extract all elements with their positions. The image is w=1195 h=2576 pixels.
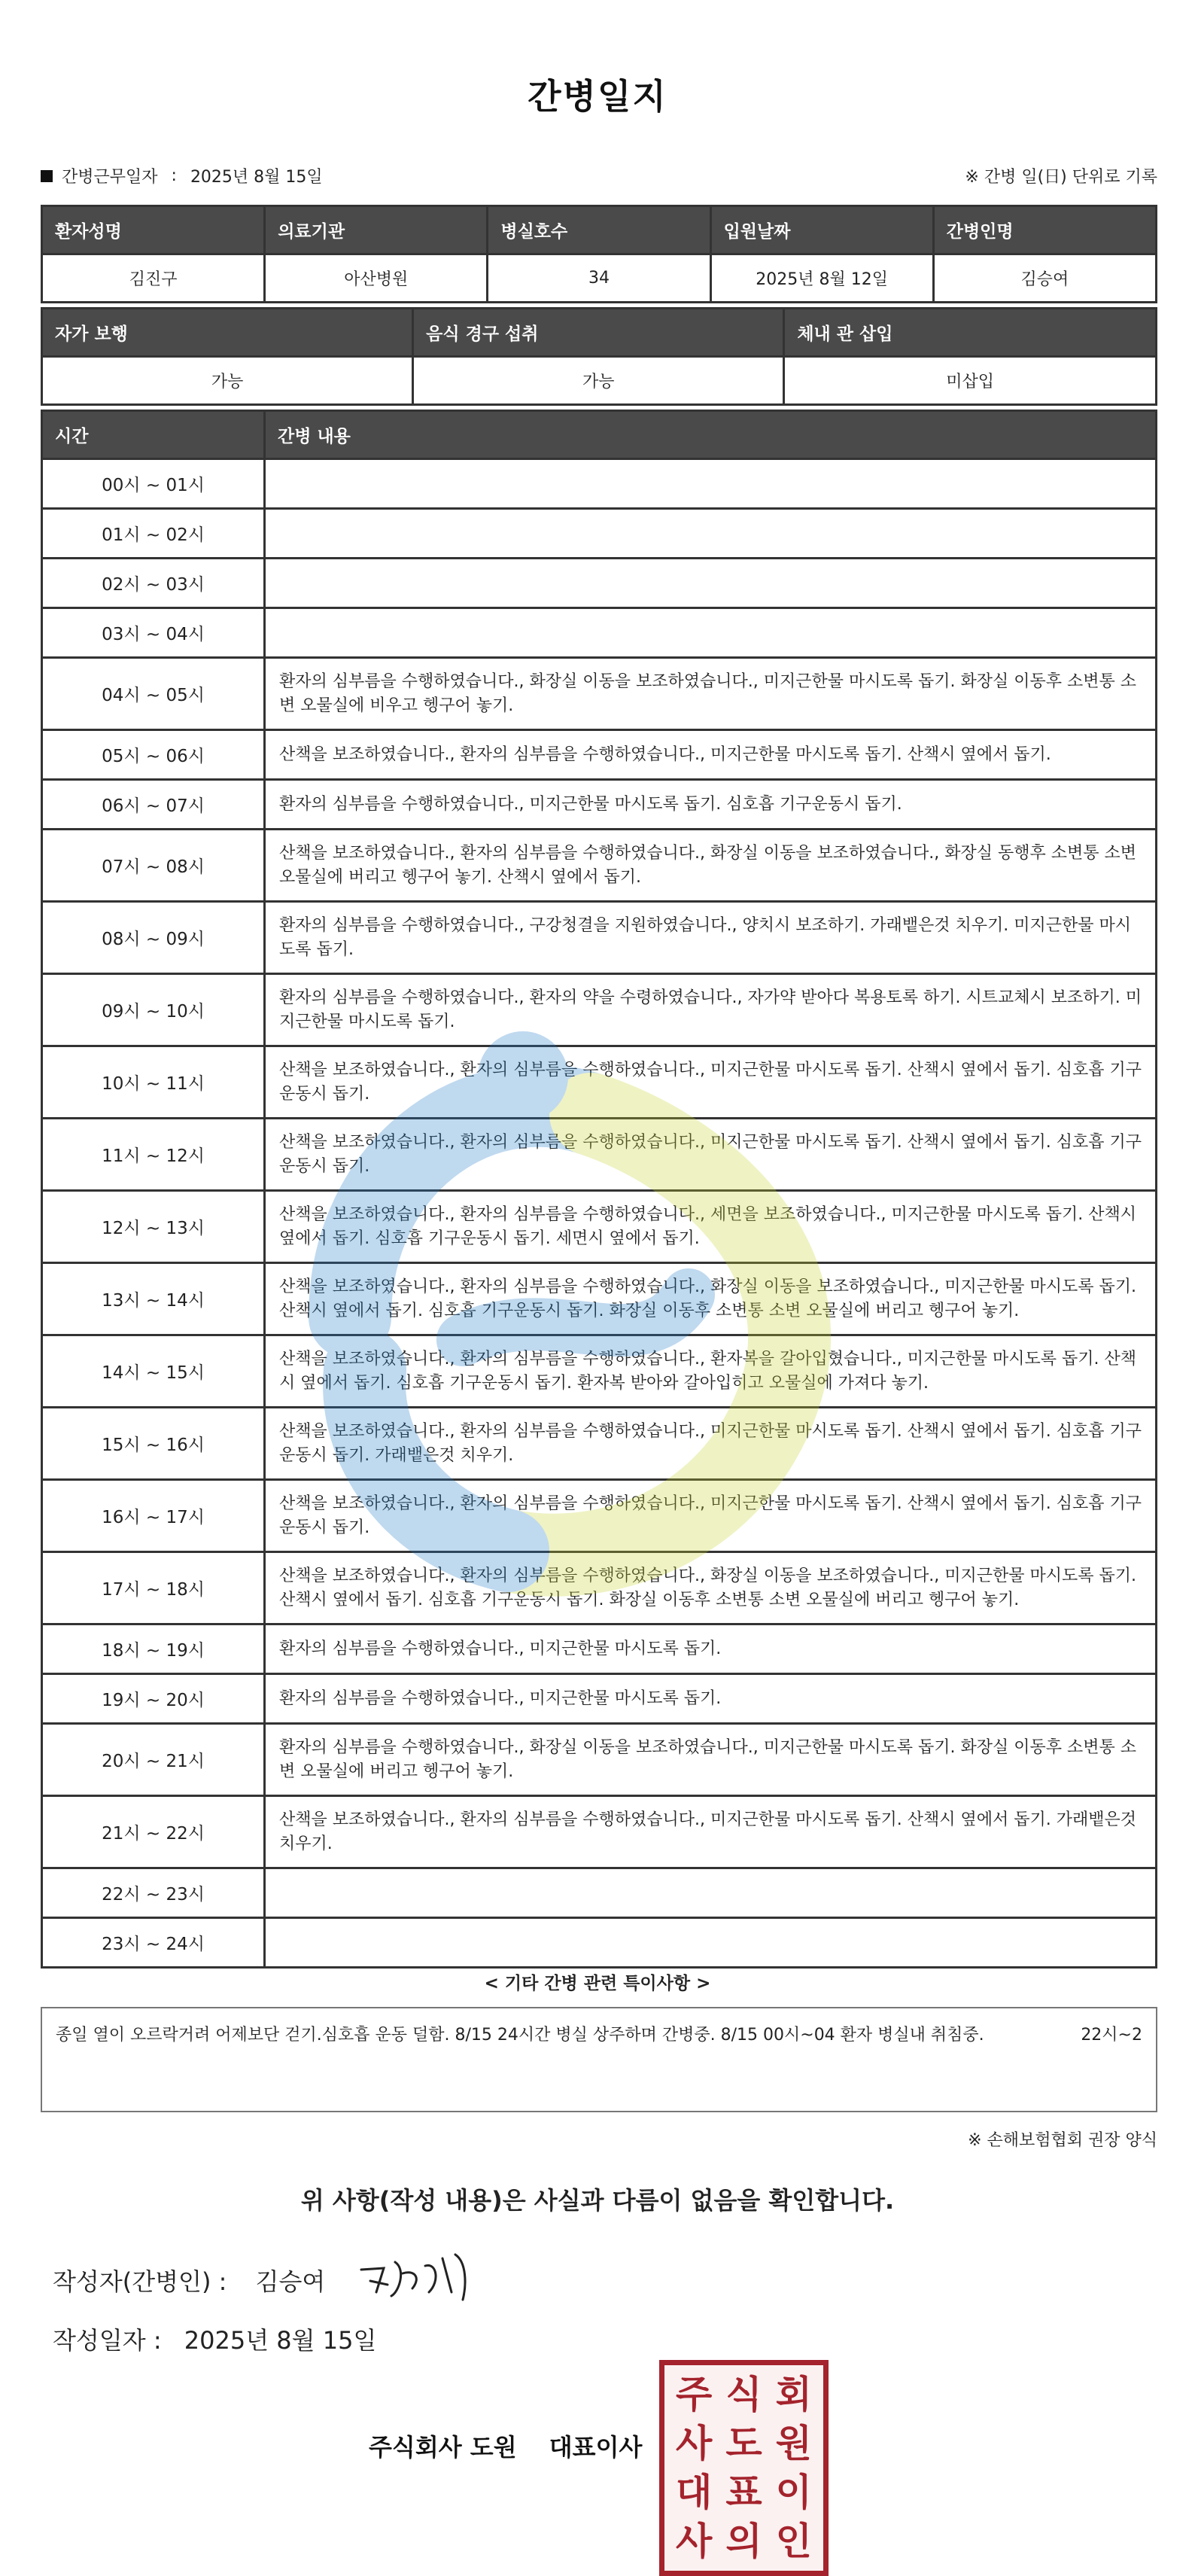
patient-info-table bbox=[41, 205, 1157, 303]
care-log-content: 산책을 보조하였습니다., 환자의 심부름을 수행하였습니다., 미지근한물 마시도록 돕기. 산책시 옆에서 돕기. bbox=[265, 730, 1157, 780]
header-care-content: 간병 내용 bbox=[265, 411, 1157, 459]
special-notes-trailing: 22시~2 bbox=[1081, 2026, 1142, 2045]
care-log-row bbox=[42, 730, 1157, 780]
header-caregiver-name: 간병인명 bbox=[933, 206, 1156, 254]
care-log-content: 환자의 심부름을 수행하였습니다., 미지근한물 마시도록 돕기. bbox=[265, 1674, 1157, 1724]
seal-character: 사 bbox=[676, 2421, 713, 2465]
care-log-row bbox=[42, 509, 1157, 559]
seal-characters bbox=[669, 2370, 819, 2566]
header-hospital: 의료기관 bbox=[265, 206, 488, 254]
special-notes-box bbox=[41, 2007, 1157, 2112]
care-log-table bbox=[41, 410, 1157, 1969]
handwritten-signature-icon bbox=[354, 2247, 482, 2307]
ceo-title: 대표이사 bbox=[549, 2433, 643, 2462]
written-date-label: 작성일자 : bbox=[53, 2326, 162, 2355]
work-date-label: 간병근무일자 bbox=[62, 168, 158, 187]
care-log-content bbox=[265, 1918, 1157, 1968]
seal-character: 식 bbox=[725, 2372, 762, 2416]
work-date-separator: : bbox=[171, 166, 177, 185]
care-log-row bbox=[42, 459, 1157, 509]
care-log-content bbox=[265, 559, 1157, 608]
care-log-time: 02시 ~ 03시 bbox=[42, 559, 265, 608]
header-patient-name: 환자성명 bbox=[42, 206, 265, 254]
care-log-row bbox=[42, 1674, 1157, 1724]
care-log-time: 09시 ~ 10시 bbox=[42, 974, 265, 1046]
care-log-content: 환자의 심부름을 수행하였습니다., 화장실 이동을 보조하였습니다., 미지근한물 마시도록 돕기. 화장실 이동후 소변통 소변 오물실에 비우고 헹구어 놓기. bbox=[265, 658, 1157, 730]
seal-character: 인 bbox=[775, 2520, 812, 2564]
status-header bbox=[42, 309, 1157, 357]
care-log-row bbox=[42, 902, 1157, 974]
care-log-content: 환자의 심부름을 수행하였습니다., 환자의 약을 수령하였습니다., 자가약 받아다 복용토록 하기. 시트교체시 보조하기. 미지근한물 마시도록 돕기. bbox=[265, 974, 1157, 1046]
status-values bbox=[42, 357, 1157, 405]
room-number: 34 bbox=[488, 254, 710, 303]
care-log-row bbox=[42, 1724, 1157, 1796]
care-log-time: 15시 ~ 16시 bbox=[42, 1408, 265, 1480]
header-time: 시간 bbox=[42, 411, 265, 459]
page-title: 간병일지 bbox=[528, 76, 667, 117]
care-log-time: 00시 ~ 01시 bbox=[42, 459, 265, 509]
seal-character: 이 bbox=[775, 2471, 812, 2515]
special-notes-title: < 기타 간병 관련 특이사항 > bbox=[484, 1974, 711, 1993]
care-log-time: 14시 ~ 15시 bbox=[42, 1335, 265, 1408]
care-log-time: 16시 ~ 17시 bbox=[42, 1480, 265, 1552]
work-date-value: 2025년 8월 15일 bbox=[190, 168, 323, 187]
seal-character: 대 bbox=[676, 2471, 713, 2515]
care-log-time: 01시 ~ 02시 bbox=[42, 509, 265, 559]
care-log-row bbox=[42, 658, 1157, 730]
care-log-row bbox=[42, 1191, 1157, 1263]
care-log-row bbox=[42, 1624, 1157, 1674]
care-log-content: 산책을 보조하였습니다., 환자의 심부름을 수행하였습니다., 환자복을 갈아입혔습니다., 미지근한물 마시도록 돕기. 산책시 옆에서 돕기. 심호흡 기구운동시 돕기. 환자복 받아와 갈아입히고 오물실에 가져다 놓기. bbox=[265, 1335, 1157, 1408]
patient-info-header bbox=[42, 206, 1157, 254]
care-log-content bbox=[265, 1868, 1157, 1918]
care-log-time: 11시 ~ 12시 bbox=[42, 1119, 265, 1191]
company-signature-line bbox=[369, 2428, 642, 2463]
written-date-value: 2025년 8월 15일 bbox=[184, 2326, 377, 2355]
patient-name: 김진구 bbox=[42, 254, 265, 303]
seal-character: 원 bbox=[775, 2421, 812, 2465]
header-admission-date: 입원날짜 bbox=[710, 206, 933, 254]
care-log-body bbox=[42, 459, 1157, 1968]
header-oral-intake: 음식 경구 섭취 bbox=[413, 309, 784, 357]
care-log-content: 산책을 보조하였습니다., 환자의 심부름을 수행하였습니다., 미지근한물 마시도록 돕기. 산책시 옆에서 돕기. 심호흡 기구운동시 돕기. 가래뱉은것 치우기. bbox=[265, 1408, 1157, 1480]
care-log-time: 13시 ~ 14시 bbox=[42, 1263, 265, 1335]
care-log-content bbox=[265, 459, 1157, 509]
care-log-time: 06시 ~ 07시 bbox=[42, 780, 265, 830]
care-log-time: 21시 ~ 22시 bbox=[42, 1796, 265, 1868]
confirmation-statement: 위 사항(작성 내용)은 사실과 다름이 없음을 확인합니다. bbox=[300, 2186, 895, 2215]
care-log-row bbox=[42, 974, 1157, 1046]
daily-record-note: ※ 간병 일(日) 단위로 기록 bbox=[965, 168, 1157, 187]
care-log-time: 22시 ~ 23시 bbox=[42, 1868, 265, 1918]
care-log-time: 23시 ~ 24시 bbox=[42, 1918, 265, 1968]
care-log-time: 12시 ~ 13시 bbox=[42, 1191, 265, 1263]
seal-character: 표 bbox=[725, 2471, 762, 2515]
seal-character: 사 bbox=[676, 2520, 713, 2564]
care-log-time: 04시 ~ 05시 bbox=[42, 658, 265, 730]
writer-label: 작성자(간병인) : bbox=[53, 2267, 227, 2296]
work-date-row bbox=[41, 164, 1157, 191]
care-log-row bbox=[42, 1263, 1157, 1335]
special-notes-text: 종일 열이 오르락거려 어제보단 걷기.심호흡 운동 덜함. 8/15 24시간 병실 상주하며 간병중. 8/15 00시~04 환자 병실내 취침중. bbox=[56, 2026, 984, 2045]
care-log-row bbox=[42, 1868, 1157, 1918]
care-log-content: 산책을 보조하였습니다., 환자의 심부름을 수행하였습니다., 화장실 이동을 보조하였습니다., 미지근한물 마시도록 돕기. 산책시 옆에서 돕기. 심호흡 기구운동시 돕기. 화장실 이동후 소변통 소변 오물실에 버리고 헹구어 놓기. bbox=[265, 1552, 1157, 1624]
care-log-content: 산책을 보조하였습니다., 환자의 심부름을 수행하였습니다., 미지근한물 마시도록 돕기. 산책시 옆에서 돕기. 심호흡 기구운동시 돕기. bbox=[265, 1480, 1157, 1552]
care-log-time: 18시 ~ 19시 bbox=[42, 1624, 265, 1674]
seal-character: 주 bbox=[676, 2372, 713, 2416]
care-log-content: 산책을 보조하였습니다., 환자의 심부름을 수행하였습니다., 미지근한물 마시도록 돕기. 산책시 옆에서 돕기. 심호흡 기구운동시 돕기. bbox=[265, 1046, 1157, 1119]
caregiver-name: 김승여 bbox=[933, 254, 1156, 303]
care-log-content: 산책을 보조하였습니다., 환자의 심부름을 수행하였습니다., 세면을 보조하였습니다., 미지근한물 마시도록 돕기. 산책시 옆에서 돕기. 심호흡 기구운동시 돕기. 세면시 옆에서 돕기. bbox=[265, 1191, 1157, 1263]
care-log-content: 환자의 심부름을 수행하였습니다., 화장실 이동을 보조하였습니다., 미지근한물 마시도록 돕기. 화장실 이동후 소변통 소변 오물실에 버리고 헹구어 놓기. bbox=[265, 1724, 1157, 1796]
care-log-time: 19시 ~ 20시 bbox=[42, 1674, 265, 1724]
care-log-time: 03시 ~ 04시 bbox=[42, 608, 265, 658]
header-self-walking: 자가 보행 bbox=[42, 309, 413, 357]
seal-character: 회 bbox=[775, 2372, 812, 2416]
care-log-row bbox=[42, 608, 1157, 658]
care-log-time: 10시 ~ 11시 bbox=[42, 1046, 265, 1119]
patient-status-table bbox=[41, 307, 1157, 406]
patient-info-values bbox=[42, 254, 1157, 303]
care-log-row bbox=[42, 559, 1157, 608]
care-log-content: 산책을 보조하였습니다., 환자의 심부름을 수행하였습니다., 미지근한물 마시도록 돕기. 산책시 옆에서 돕기. 심호흡 기구운동시 돕기. bbox=[265, 1119, 1157, 1191]
care-log-row bbox=[42, 830, 1157, 902]
company-name: 주식회사 도원 bbox=[369, 2433, 517, 2462]
company-seal-stamp bbox=[659, 2360, 829, 2576]
care-log-time: 08시 ~ 09시 bbox=[42, 902, 265, 974]
writer-name: 김승여 bbox=[255, 2267, 326, 2296]
form-source-note: ※ 손해보험협회 권장 양식 bbox=[968, 2131, 1157, 2150]
oral-intake-value: 가능 bbox=[413, 357, 784, 405]
care-log-row bbox=[42, 1918, 1157, 1968]
care-log-row bbox=[42, 1119, 1157, 1191]
written-date-row bbox=[53, 2322, 376, 2356]
care-log-content: 환자의 심부름을 수행하였습니다., 미지근한물 마시도록 돕기. bbox=[265, 1624, 1157, 1674]
bullet-square-icon bbox=[41, 170, 53, 182]
care-log-time: 20시 ~ 21시 bbox=[42, 1724, 265, 1796]
seal-character: 도 bbox=[725, 2421, 762, 2465]
care-log-time: 07시 ~ 08시 bbox=[42, 830, 265, 902]
care-log-header bbox=[42, 411, 1157, 459]
header-tube-insertion: 체내 관 삽입 bbox=[784, 309, 1157, 357]
care-log-content: 산책을 보조하였습니다., 환자의 심부름을 수행하였습니다., 화장실 이동을 보조하였습니다., 화장실 동행후 소변통 소변 오물실에 버리고 헹구어 놓기. 산책시 옆에서 돕기. bbox=[265, 830, 1157, 902]
tube-insertion-value: 미삽입 bbox=[784, 357, 1157, 405]
care-log-content: 산책을 보조하였습니다., 환자의 심부름을 수행하였습니다., 화장실 이동을 보조하였습니다., 미지근한물 마시도록 돕기. 산책시 옆에서 돕기. 심호흡 기구운동시 돕기. 화장실 이동후 소변통 소변 오물실에 버리고 헹구어 놓기. bbox=[265, 1263, 1157, 1335]
care-log-content bbox=[265, 509, 1157, 559]
care-log-content bbox=[265, 608, 1157, 658]
header-room: 병실호수 bbox=[488, 206, 710, 254]
care-log-row bbox=[42, 1408, 1157, 1480]
care-log-row bbox=[42, 1552, 1157, 1624]
seal-character: 의 bbox=[725, 2520, 762, 2564]
care-log-row bbox=[42, 780, 1157, 830]
care-log-content: 환자의 심부름을 수행하였습니다., 구강청결을 지원하였습니다., 양치시 보조하기. 가래뱉은것 치우기. 미지근한물 마시도록 돕기. bbox=[265, 902, 1157, 974]
work-date bbox=[41, 164, 323, 187]
admission-date: 2025년 8월 12일 bbox=[710, 254, 933, 303]
self-walking-value: 가능 bbox=[42, 357, 413, 405]
care-log-row bbox=[42, 1480, 1157, 1552]
care-log-content: 환자의 심부름을 수행하였습니다., 미지근한물 마시도록 돕기. 심호흡 기구운동시 돕기. bbox=[265, 780, 1157, 830]
care-log-row bbox=[42, 1046, 1157, 1119]
care-log-row bbox=[42, 1796, 1157, 1868]
care-log-row bbox=[42, 1335, 1157, 1408]
care-log-time: 17시 ~ 18시 bbox=[42, 1552, 265, 1624]
care-log-time: 05시 ~ 06시 bbox=[42, 730, 265, 780]
hospital: 아산병원 bbox=[265, 254, 488, 303]
care-log-content: 산책을 보조하였습니다., 환자의 심부름을 수행하였습니다., 미지근한물 마시도록 돕기. 산책시 옆에서 돕기. 가래뱉은것 치우기. bbox=[265, 1796, 1157, 1868]
writer-row bbox=[53, 2263, 325, 2297]
